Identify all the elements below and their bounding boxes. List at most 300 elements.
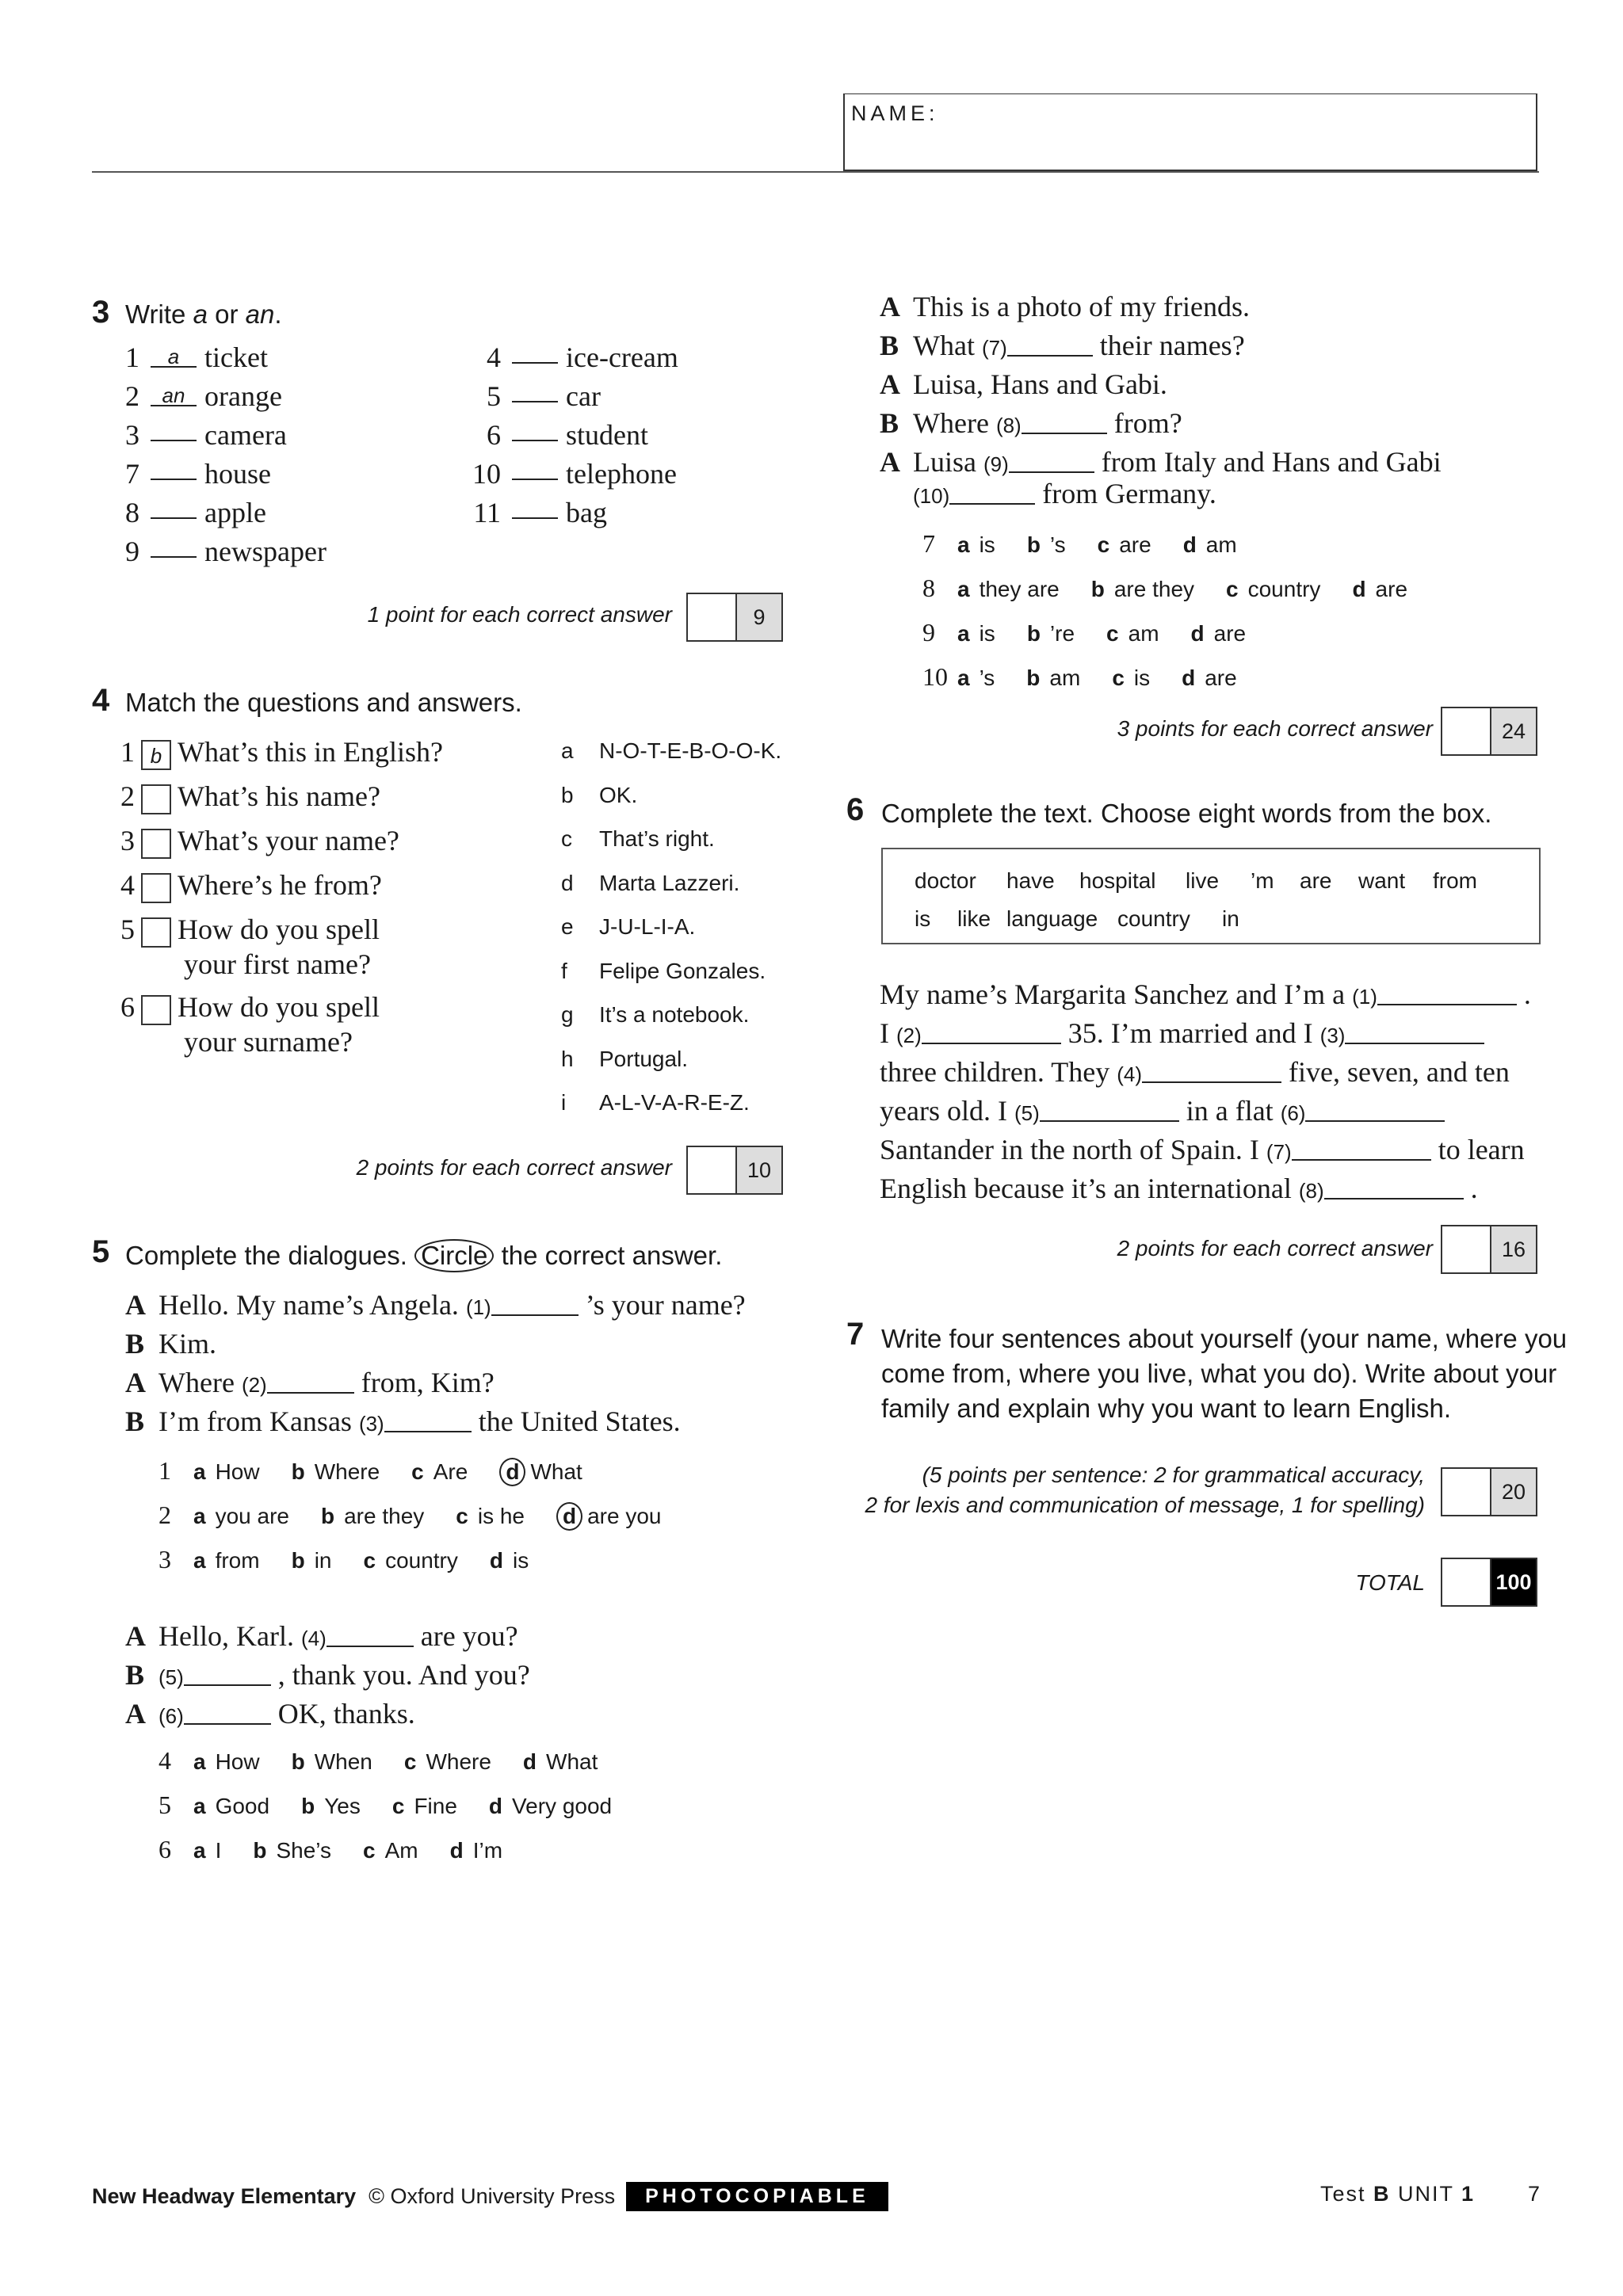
item-word: camera (204, 419, 287, 451)
word-box-word: want (1358, 868, 1406, 893)
question-text: What’s this in English? (178, 736, 443, 768)
option-b[interactable]: Yes (324, 1794, 361, 1818)
option-letter-a: a (193, 1459, 206, 1484)
section-7-score-box (1441, 1467, 1537, 1516)
answer-letter: d (561, 870, 574, 895)
list-item (111, 418, 287, 452)
option-number: 5 (158, 1791, 171, 1819)
answer-item (561, 1047, 688, 1072)
option-row (158, 1456, 614, 1486)
answer-text: J-U-L-I-A. (599, 914, 696, 939)
text-line (880, 978, 1531, 1011)
gap-blank[interactable] (1040, 1100, 1179, 1122)
gap-blank[interactable] (1292, 1138, 1431, 1161)
answer-item (561, 914, 695, 940)
answer-blank[interactable]: a (151, 347, 197, 368)
answer-text: Marta Lazzeri. (599, 870, 740, 895)
gap-blank[interactable] (184, 1664, 271, 1686)
option-d[interactable]: I’m (472, 1838, 503, 1863)
gap-number: (2) (896, 1024, 922, 1047)
book-title: New Headway Elementary (92, 2184, 357, 2208)
option-b[interactable]: are they (1113, 577, 1195, 601)
answer-letter: g (561, 1002, 574, 1027)
gap-number: (7) (1266, 1140, 1292, 1164)
gap-blank[interactable] (1377, 983, 1517, 1005)
gap-number: (1) (465, 1295, 491, 1319)
option-d[interactable]: are (1375, 577, 1408, 601)
section-5-score-box (1441, 707, 1537, 756)
option-letter-c: c (1226, 577, 1239, 601)
text-part: Santander in the north of Spain. I (880, 1134, 1266, 1165)
text-part: I (880, 1017, 896, 1049)
option-d[interactable]: Very good (512, 1794, 613, 1818)
option-d[interactable]: What (546, 1749, 598, 1774)
dialogue-text-end: ’s your name? (578, 1289, 746, 1321)
score-max: 16 (1491, 1226, 1536, 1272)
answer-box[interactable] (141, 995, 171, 1025)
option-letter-b: b (291, 1459, 305, 1484)
question-number: 6 (120, 991, 135, 1023)
option-letter-a: a (193, 1504, 206, 1528)
question-number: 5 (120, 913, 135, 945)
answer-text: A-L-V-A-R-E-Z. (599, 1090, 750, 1115)
dialogue-line (125, 1697, 415, 1730)
option-letter-a: a (957, 666, 970, 690)
answer-blank[interactable] (512, 517, 558, 519)
text-part: English because it’s an international (880, 1173, 1299, 1204)
question-item (120, 824, 399, 859)
section-5-number: 5 (92, 1234, 110, 1269)
text-line (880, 1172, 1478, 1205)
option-b[interactable]: ’re (1049, 621, 1075, 646)
list-item (111, 496, 266, 529)
answer-item (561, 1002, 749, 1028)
footer-test-unit: Test B UNIT 1 (1320, 2182, 1476, 2206)
option-d[interactable]: are you (587, 1504, 662, 1528)
option-letter-a: a (193, 1794, 206, 1818)
score-entry[interactable] (688, 1147, 737, 1193)
text-line (880, 1094, 1445, 1127)
dialogue-text: What (913, 330, 982, 361)
dialogue-text: I’m from Kansas (158, 1405, 359, 1437)
header-rule (92, 171, 1539, 173)
option-letter-b: b (1026, 532, 1041, 557)
answer-box[interactable]: b (141, 740, 171, 770)
option-row (158, 1791, 643, 1820)
circle-word: Circle (414, 1239, 494, 1272)
word-box-word: live (1186, 868, 1220, 893)
option-letter-b: b (291, 1749, 305, 1774)
item-word: orange (204, 380, 282, 412)
option-row (158, 1501, 693, 1531)
section-7-number: 7 (846, 1317, 865, 1352)
option-c[interactable]: Are (433, 1459, 468, 1484)
option-letter-d: d (488, 1794, 503, 1818)
section-3-number: 3 (92, 295, 110, 330)
gap-blank[interactable] (267, 1371, 354, 1394)
option-row (922, 662, 1269, 692)
answer-blank[interactable] (151, 440, 197, 441)
word-box-word: doctor (915, 868, 976, 893)
dialogue-line (880, 290, 1250, 323)
gap-blank[interactable] (491, 1294, 579, 1316)
option-d[interactable]: are (1205, 666, 1237, 690)
option-letter-c: c (363, 1838, 376, 1863)
gap-blank[interactable] (1022, 412, 1107, 434)
item-number: 9 (125, 536, 139, 567)
item-number: 8 (125, 497, 139, 528)
item-number: 4 (487, 341, 501, 373)
option-letter-b: b (301, 1794, 315, 1818)
dialogue-text: Where (913, 407, 996, 439)
gap-blank[interactable] (1007, 334, 1093, 357)
dialogue-text-end: , thank you. And you? (270, 1659, 530, 1691)
text-part: My name’s Margarita Sanchez and I’m a (880, 978, 1353, 1010)
dialogue-text: Where (158, 1367, 242, 1398)
dialogue-line (880, 329, 1245, 362)
score-entry[interactable] (688, 594, 737, 640)
gap-number: (3) (358, 1412, 384, 1436)
option-letter-a: a (957, 621, 970, 646)
option-c[interactable]: Fine (414, 1794, 457, 1818)
item-number: 3 (125, 419, 139, 451)
speaker: A (125, 1698, 146, 1730)
answer-item (561, 1090, 750, 1116)
dialogue-text-end: OK, thanks. (270, 1698, 415, 1730)
option-letter-d: d (499, 1458, 525, 1486)
list-item (460, 418, 648, 452)
gap-blank[interactable] (1345, 1022, 1484, 1044)
answer-box[interactable] (141, 917, 171, 948)
option-letter-c: c (411, 1459, 424, 1484)
gap-blank[interactable] (1305, 1100, 1445, 1122)
item-word: newspaper (204, 536, 327, 567)
item-word: student (566, 419, 648, 451)
gap-blank[interactable] (327, 1625, 414, 1647)
option-d[interactable]: are (1213, 621, 1247, 646)
option-a[interactable]: is (979, 532, 995, 557)
total-score-box (1441, 1558, 1537, 1607)
option-row (922, 618, 1277, 647)
text-line (880, 1055, 1510, 1089)
option-number: 3 (158, 1545, 171, 1573)
item-word: car (566, 380, 601, 412)
dialogue-text-end: are you? (413, 1620, 518, 1652)
option-a[interactable]: is (979, 621, 995, 646)
option-b[interactable]: are they (344, 1504, 425, 1528)
option-a[interactable]: Good (215, 1794, 270, 1818)
answer-item (561, 959, 766, 984)
score-max: 24 (1491, 708, 1536, 754)
text-part: three children. They (880, 1056, 1117, 1088)
question-text-cont: your first name? (184, 948, 371, 980)
option-letter-d: d (489, 1548, 503, 1573)
answer-text: Felipe Gonzales. (599, 958, 766, 983)
gap-number: (2) (241, 1373, 267, 1397)
answer-letter: c (561, 826, 572, 851)
option-letter-b: b (1026, 666, 1041, 690)
question-text-cont: your surname? (184, 1025, 353, 1058)
score-max: 9 (737, 594, 781, 640)
option-c[interactable]: Where (426, 1749, 491, 1774)
text-part: . (1463, 1173, 1478, 1204)
option-letter-c: c (403, 1749, 417, 1774)
option-letter-b: b (1026, 621, 1041, 646)
speaker: A (880, 291, 900, 322)
text-part: to learn (1430, 1134, 1525, 1165)
score-entry[interactable] (1442, 708, 1491, 754)
item-number: 1 (125, 341, 139, 373)
option-number: 6 (158, 1835, 171, 1863)
answer-text: N-O-T-E-B-O-O-K. (599, 738, 782, 763)
option-letter-c: c (391, 1794, 405, 1818)
option-number: 9 (922, 618, 935, 646)
word-box-word: are (1300, 868, 1332, 893)
option-row (158, 1545, 560, 1574)
item-number: 5 (487, 380, 501, 412)
answer-box[interactable] (141, 873, 171, 903)
option-a[interactable]: they are (979, 577, 1060, 601)
option-number: 2 (158, 1501, 171, 1529)
dialogue-text: Hello. My name’s Angela. (158, 1289, 466, 1321)
answer-box[interactable] (141, 784, 171, 814)
option-row (158, 1746, 629, 1775)
list-item (460, 496, 607, 529)
option-b[interactable]: When (314, 1749, 372, 1774)
option-row (922, 529, 1269, 559)
answer-text: Portugal. (599, 1046, 689, 1071)
gap-number: (1) (1352, 985, 1377, 1009)
answer-letter: i (561, 1090, 567, 1115)
option-a[interactable]: from (215, 1548, 260, 1573)
answer-blank[interactable] (151, 479, 197, 480)
text-part: . (1516, 978, 1531, 1010)
dialogue-text-end: the United States. (471, 1405, 681, 1437)
question-text: How do you spell (178, 913, 380, 945)
option-number: 1 (158, 1456, 171, 1485)
option-c[interactable]: country (1247, 577, 1321, 601)
list-item (460, 457, 677, 490)
section-6-title: Complete the text. Choose eight words from the box. (881, 799, 1492, 828)
speaker: A (125, 1289, 146, 1321)
answer-letter: h (561, 1046, 574, 1071)
option-letter-d: d (449, 1838, 464, 1863)
word-box-word: language (1006, 906, 1098, 931)
gap-number: (8) (995, 414, 1022, 437)
word-box-word: is (915, 906, 931, 931)
word-box-word: from (1433, 868, 1477, 893)
question-text: How do you spell (178, 991, 380, 1023)
option-c[interactable]: is he (477, 1504, 525, 1528)
word-box-word: in (1222, 906, 1239, 931)
dialogue-text: This is a photo of my friends. (913, 291, 1250, 322)
word-box-word: country (1117, 906, 1190, 931)
item-number: 6 (487, 419, 501, 451)
speaker: A (880, 446, 900, 478)
option-letter-b: b (1090, 577, 1105, 601)
option-a[interactable]: ’s (979, 666, 995, 690)
page-number: 7 (1528, 2182, 1541, 2206)
option-letter-a: a (193, 1548, 206, 1573)
dialogue-line (125, 1405, 681, 1438)
answer-blank[interactable] (151, 517, 197, 519)
answer-letter: f (561, 958, 567, 983)
option-letter-c: c (1097, 532, 1110, 557)
option-b[interactable]: in (314, 1548, 332, 1573)
dialogue-line (125, 1366, 495, 1399)
speaker: A (125, 1620, 146, 1652)
item-word: ticket (204, 341, 268, 373)
dialogue-line (125, 1288, 746, 1322)
score-max: 20 (1491, 1469, 1536, 1515)
answer-blank[interactable] (512, 401, 558, 402)
gap-number: (8) (1298, 1179, 1324, 1203)
answer-blank[interactable] (512, 440, 558, 441)
section-3-title: Write a or an. (125, 299, 282, 329)
question-text: What’s your name? (178, 825, 399, 856)
section-5-points: 3 points for each correct answer (1117, 716, 1433, 741)
option-a[interactable]: I (215, 1838, 222, 1863)
option-letter-a: a (193, 1749, 206, 1774)
dialogue-text-end: from? (1106, 407, 1182, 439)
gap-blank[interactable] (184, 1703, 271, 1725)
item-word: bag (566, 497, 607, 528)
list-item (460, 341, 678, 374)
dialogue-text: Luisa, Hans and Gabi. (913, 368, 1167, 400)
option-d[interactable]: am (1205, 532, 1237, 557)
speaker: B (880, 330, 899, 361)
total-entry[interactable] (1442, 1559, 1491, 1605)
section-7-points-line-2: 2 for lexis and communication of message, 1 for spelling) (865, 1493, 1425, 1517)
answer-text: That’s right. (599, 826, 715, 851)
option-d[interactable]: What (530, 1459, 582, 1484)
gap-blank[interactable] (1009, 451, 1094, 473)
list-item (111, 379, 282, 413)
option-letter-b: b (320, 1504, 335, 1528)
footer-left (92, 2182, 888, 2211)
score-entry[interactable] (1442, 1469, 1491, 1515)
option-b[interactable]: She’s (276, 1838, 332, 1863)
list-item (460, 379, 601, 413)
option-a[interactable]: How (215, 1749, 260, 1774)
option-letter-a: a (957, 532, 970, 557)
answer-text: OK. (599, 782, 638, 807)
question-number: 3 (120, 825, 135, 856)
option-a[interactable]: you are (215, 1504, 289, 1528)
option-letter-c: c (456, 1504, 468, 1528)
section-3-points: 1 point for each correct answer (367, 602, 672, 627)
option-c[interactable]: am (1128, 621, 1159, 646)
gap-blank[interactable] (384, 1410, 472, 1432)
option-letter-c: c (363, 1548, 376, 1573)
answer-blank[interactable] (512, 479, 558, 480)
question-item (120, 868, 382, 903)
dialogue-line (125, 1619, 518, 1653)
speaker: B (125, 1659, 145, 1691)
option-d[interactable]: is (513, 1548, 529, 1573)
gap-blank[interactable] (922, 1022, 1061, 1044)
option-number: 4 (158, 1746, 171, 1775)
question-number: 2 (120, 780, 135, 812)
name-field[interactable] (843, 93, 1537, 171)
list-item (111, 457, 271, 490)
speaker: B (125, 1405, 145, 1437)
option-letter-a: a (957, 577, 970, 601)
item-number: 2 (125, 380, 139, 412)
gap-blank[interactable] (1142, 1061, 1281, 1083)
answer-text: It’s a notebook. (599, 1002, 750, 1027)
answer-item (561, 783, 637, 808)
score-entry[interactable] (1442, 1226, 1491, 1272)
option-letter-d: d (522, 1749, 537, 1774)
option-c[interactable]: are (1119, 532, 1151, 557)
question-item (120, 990, 380, 1058)
item-number: 7 (125, 458, 139, 490)
option-letter-d: d (556, 1502, 582, 1531)
answer-letter: e (561, 914, 574, 939)
section-4-title: Match the questions and answers. (125, 688, 522, 717)
option-b[interactable]: Where (314, 1459, 380, 1484)
option-b[interactable]: am (1049, 666, 1081, 690)
section-6-score-box (1441, 1225, 1537, 1274)
gap-number: (5) (1014, 1101, 1040, 1125)
option-c[interactable]: is (1133, 666, 1151, 690)
option-letter-c: c (1112, 666, 1125, 690)
dialogue-text: Hello, Karl. (158, 1620, 301, 1652)
item-number: 11 (473, 497, 501, 528)
list-item (111, 341, 268, 374)
answer-blank[interactable] (151, 556, 197, 558)
answer-blank[interactable]: an (151, 386, 197, 406)
word-box-word: ’m (1251, 868, 1274, 893)
dialogue-text-end: their names? (1092, 330, 1245, 361)
section-4-points: 2 points for each correct answer (356, 1155, 672, 1180)
option-a[interactable]: How (215, 1459, 260, 1484)
gap-number: (6) (158, 1704, 184, 1728)
dialogue-text-end: from, Kim? (353, 1367, 495, 1398)
text-part: 35. I’m married and I (1060, 1017, 1320, 1049)
option-c[interactable]: Am (384, 1838, 418, 1863)
gap-blank[interactable] (1324, 1177, 1464, 1199)
question-text: What’s his name? (178, 780, 380, 812)
question-number: 1 (120, 736, 135, 768)
option-c[interactable]: country (385, 1548, 458, 1573)
dialogue-text-end: from Italy and Hans and Gabi (1094, 446, 1442, 478)
question-item (120, 735, 443, 770)
text-part: five, seven, and ten (1281, 1056, 1510, 1088)
dialogue-line (125, 1327, 216, 1360)
section-3-score-box (686, 593, 783, 642)
gap-number: (9) (983, 452, 1009, 476)
section-6-number: 6 (846, 792, 865, 827)
option-letter-d: d (1182, 666, 1196, 690)
answer-blank[interactable] (512, 362, 558, 364)
publisher: © Oxford University Press (369, 2184, 616, 2208)
option-b[interactable]: ’s (1049, 532, 1066, 557)
item-word: ice-cream (566, 341, 678, 373)
word-box-word: hospital (1079, 868, 1156, 893)
answer-letter: b (561, 782, 574, 807)
section-6-points: 2 points for each correct answer (1117, 1236, 1433, 1261)
speaker: A (125, 1367, 146, 1398)
option-letter-b: b (253, 1838, 267, 1863)
answer-box[interactable] (141, 829, 171, 859)
option-number: 8 (922, 574, 935, 602)
speaker: B (880, 407, 899, 439)
dialogue-line (880, 406, 1182, 440)
text-line (880, 1016, 1484, 1050)
word-box-word: have (1006, 868, 1055, 893)
